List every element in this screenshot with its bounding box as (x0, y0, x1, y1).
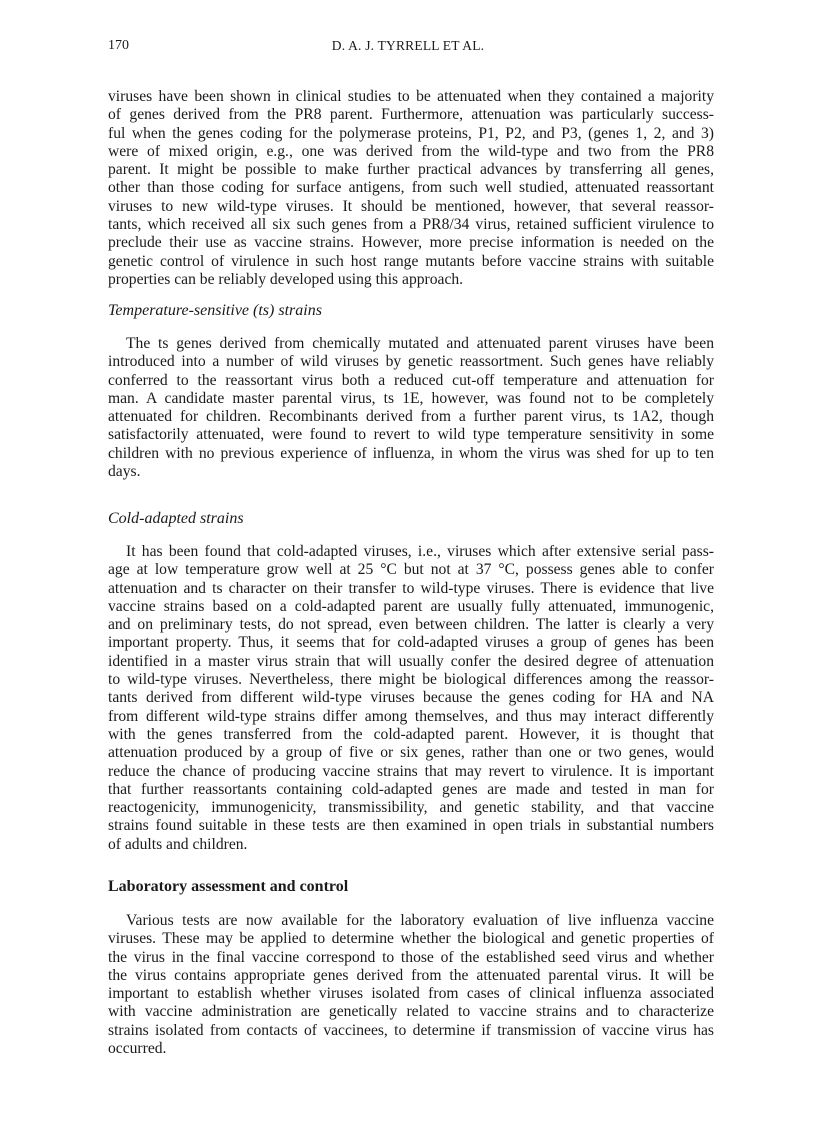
text-line: satisfactorily attenuated, were found to revert to wild type temperature sensitivity in some (108, 426, 714, 444)
text-line: strains isolated from contacts of vaccinees, to determine if transmission of vaccine virus has (108, 1021, 714, 1039)
text-line: were of mixed origin, e.g., one was derived from the wild-type and two from the PR8 (108, 142, 714, 160)
paragraph-cold-adapted (108, 543, 714, 854)
paragraph-ts-strains (108, 335, 714, 481)
page-number: 170 (108, 38, 129, 53)
text-line: other than those coding for surface antigens, from such well studied, attenuated reassortant (108, 179, 714, 197)
text-line: Various tests are now available for the laboratory evaluation of live influenza vaccine (126, 912, 714, 929)
text-line: conferred to the reassortant virus both a reduced cut-off temperature and attenuation for (108, 371, 714, 389)
text-line: to wild-type viruses. Nevertheless, there might be biological differences among the reassor- (108, 671, 714, 689)
text-line: preclude their use as vaccine strains. However, more precise information is needed on the (108, 234, 714, 252)
text-line: genetic control of virulence in such host range mutants before vaccine strains with suitable (108, 252, 714, 270)
text-line: introduced into a number of wild viruses by genetic reassortment. Such genes have reliably (108, 353, 714, 371)
text-line: days. (108, 463, 141, 481)
text-line: parent. It might be possible to make further practical advances by transferring all genes, (108, 161, 714, 179)
text-line: vaccine strains based on a cold-adapted parent are usually fully attenuated, immunogenic, (108, 597, 714, 615)
text-line: attenuation and ts character on their transfer to wild-type viruses. There is evidence that live (108, 579, 714, 597)
text-line: the virus contains appropriate genes derived from the attenuated parental virus. It will be (108, 966, 714, 984)
text-line: viruses. These may be applied to determine whether the biological and genetic properties of (108, 930, 714, 948)
text-line: attenuated for children. Recombinants derived from a further parent virus, ts 1A2, though (108, 408, 714, 426)
paragraph-attenuation-pr8 (108, 88, 714, 289)
text-line: occurred. (108, 1040, 167, 1058)
text-line: important to establish whether viruses isolated from cases of clinical influenza associated (108, 985, 714, 1003)
text-line: The ts genes derived from chemically mutated and attenuated parent viruses have been (126, 335, 714, 352)
text-line: age at low temperature grow well at 25 °C but not at 37 °C, possess genes able to confer (108, 561, 714, 579)
text-line: tants, which received all six such genes from a PR8/34 virus, retained sufficient virulence to (108, 216, 714, 234)
text-line: viruses have been shown in clinical studies to be attenuated when they contained a majority (108, 88, 714, 105)
section-heading-ts-strains: Temperature-sensitive (ts) strains (108, 302, 322, 319)
text-line: of genes derived from the PR8 parent. Furthermore, attenuation was particularly success- (108, 106, 714, 124)
text-line: identified in a master virus strain that will usually confer the desired degree of attenuation (108, 652, 714, 670)
text-line: It has been found that cold-adapted viruses, i.e., viruses which after extensive serial pass- (126, 543, 714, 560)
text-line: reduce the chance of producing vaccine strains that may revert to virulence. It is important (108, 762, 714, 780)
running-head: D. A. J. TYRRELL ET AL. (331, 38, 485, 53)
section-heading-lab-assessment: Laboratory assessment and control (108, 878, 349, 895)
section-heading-cold-adapted: Cold-adapted strains (108, 510, 244, 527)
text-line: viruses to new wild-type viruses. It should be mentioned, however, that several reassor- (108, 197, 714, 215)
text-line: properties can be reliably developed using this approach. (108, 270, 464, 288)
text-line: attenuation produced by a group of five or six genes, rather than one or two genes, would (108, 744, 714, 762)
text-line: man. A candidate master parental virus, ts 1E, however, was found not to be completely (108, 389, 714, 407)
text-line: with the genes transferred from the cold-adapted parent. However, it is thought that (108, 725, 714, 743)
text-line: reactogenicity, immunogenicity, transmissibility, and genetic stability, and that vaccine (108, 799, 714, 817)
text-line: children with no previous experience of influenza, in whom the virus was shed for up to ten (108, 444, 714, 462)
text-line: important property. Thus, it seems that for cold-adapted viruses a group of genes has been (108, 634, 714, 652)
text-line: strains found suitable in these tests are then examined in open trials in substantial numbers (108, 817, 714, 835)
text-line: that further reassortants containing cold-adapted genes are made and tested in man for (108, 780, 714, 798)
text-line: tants derived from different wild-type viruses because the genes coding for HA and NA (108, 689, 714, 707)
text-line: ful when the genes coding for the polymerase proteins, P1, P2, and P3, (genes 1, 2, and 3) (108, 124, 714, 142)
text-line: from different wild-type strains differ among themselves, and thus may interact differently (108, 707, 714, 725)
text-line: with vaccine administration are genetically related to vaccine strains and to characterize (108, 1003, 714, 1021)
text-line: the virus in the final vaccine correspond to those of the established seed virus and whether (108, 948, 714, 966)
text-line: and on preliminary tests, do not spread, even between children. The latter is clearly a very (108, 616, 714, 634)
text-line: of adults and children. (108, 835, 248, 853)
paragraph-lab-assessment (108, 912, 714, 1058)
